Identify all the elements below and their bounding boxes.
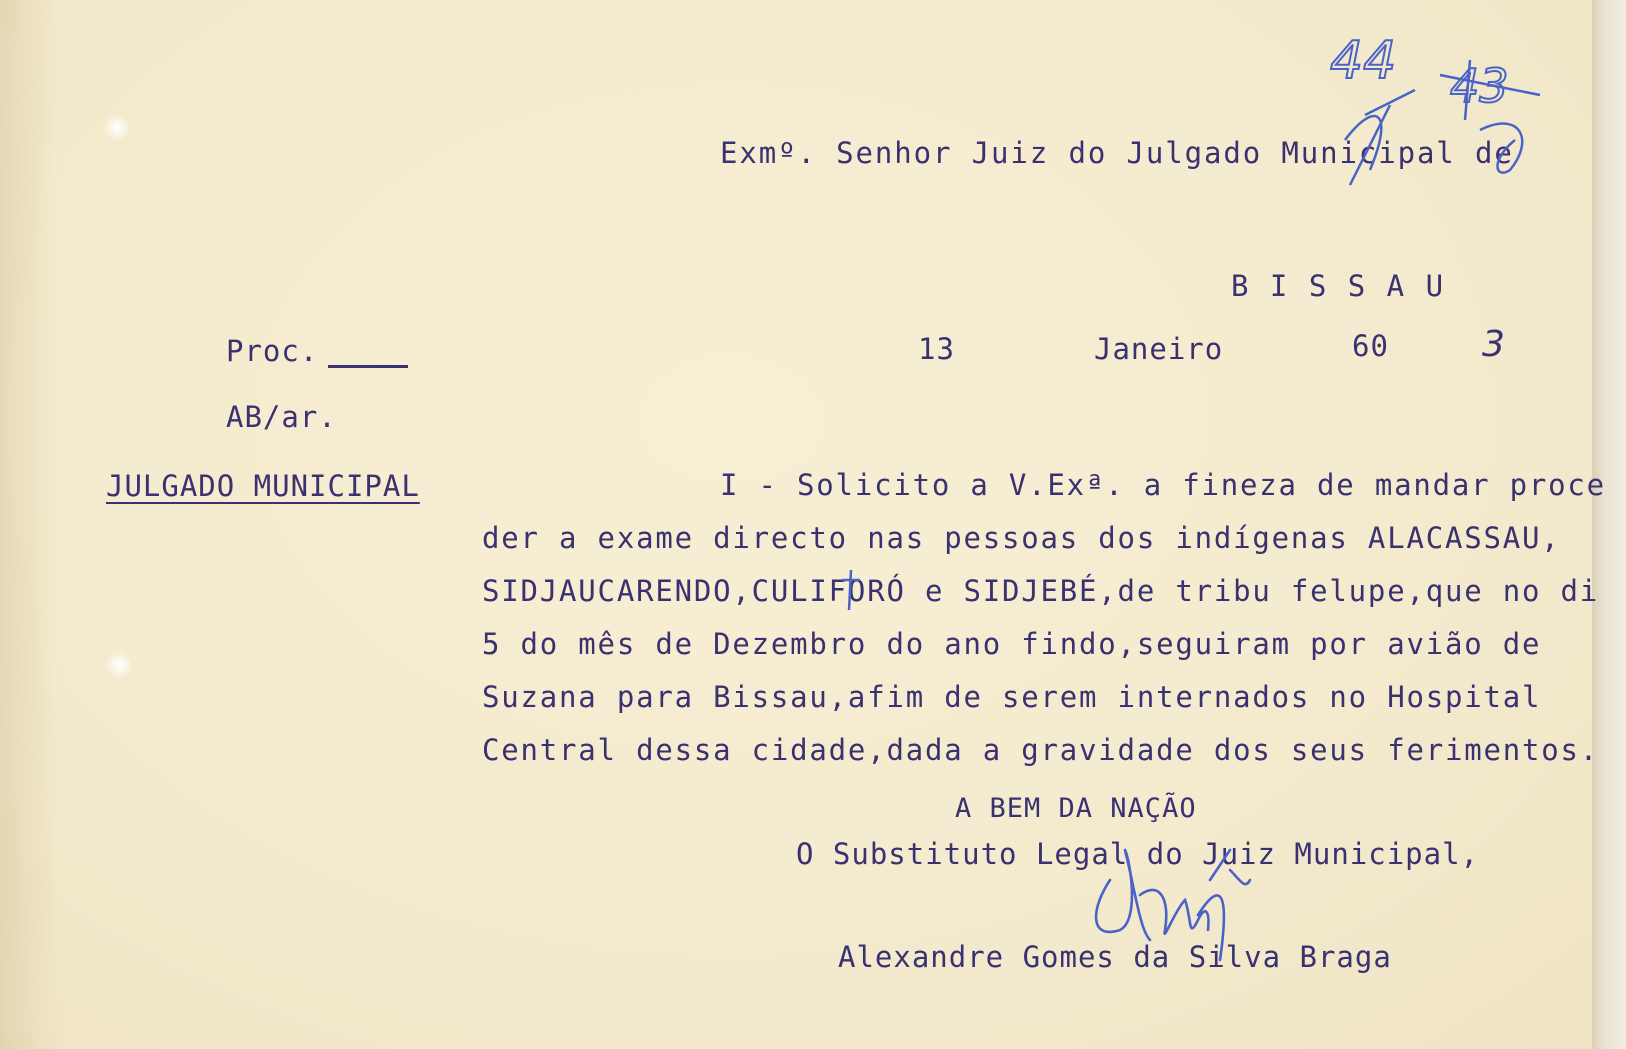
- initials-reference: AB/ar.: [226, 400, 337, 434]
- proc-label: Proc.: [226, 334, 319, 368]
- punch-hole-bottom: [106, 652, 132, 678]
- body-line: I - Solicito a V.Exª. a fineza de mandar proce: [720, 468, 1606, 502]
- paper-shading: [0, 0, 60, 1049]
- signatory-name: Alexandre Gomes da Silva Braga: [838, 940, 1392, 974]
- handwritten-page-number: 44: [1330, 31, 1397, 91]
- addressee-line: Exmº. Senhor Juiz do Julgado Municipal de: [720, 136, 1514, 170]
- signatory-role: O Substituto Legal do Juiz Municipal,: [796, 837, 1480, 871]
- proc-blank-line: [328, 365, 408, 368]
- punch-hole-top: [104, 115, 130, 141]
- handwritten-signature: [1080, 820, 1260, 980]
- closing-salutation: A BEM DA NAÇÃO: [955, 793, 1197, 824]
- handwritten-date-mark-text: 3: [1482, 324, 1505, 365]
- date-month: Janeiro: [1094, 332, 1224, 366]
- body-line: Central dessa cidade,dada a gravidade dos seus ferimentos.: [482, 733, 1600, 767]
- paper-edge: [1592, 0, 1626, 1049]
- body-line: 5 do mês de Dezembro do ano findo,seguiram por avião de: [482, 627, 1542, 661]
- handwritten-annotations: [1320, 20, 1590, 200]
- handwritten-number: 43: [1450, 59, 1509, 113]
- date-year: 60: [1352, 329, 1389, 363]
- city-name: B I S S A U: [1231, 269, 1446, 303]
- date-day: 13: [918, 332, 955, 366]
- office-heading: JULGADO MUNICIPAL: [106, 469, 420, 503]
- handwritten-date-mark: [1478, 318, 1518, 368]
- body-line: SIDJAUCARENDO,CULIFORÓ e SIDJEBÉ,de tribu felupe,que no di: [482, 574, 1600, 608]
- body-line: Suzana para Bissau,afim de serem internados no Hospital: [482, 680, 1542, 714]
- handwritten-accent-mark: [836, 566, 866, 616]
- body-line: der a exame directo nas pessoas dos indígenas ALACASSAU,: [482, 521, 1561, 555]
